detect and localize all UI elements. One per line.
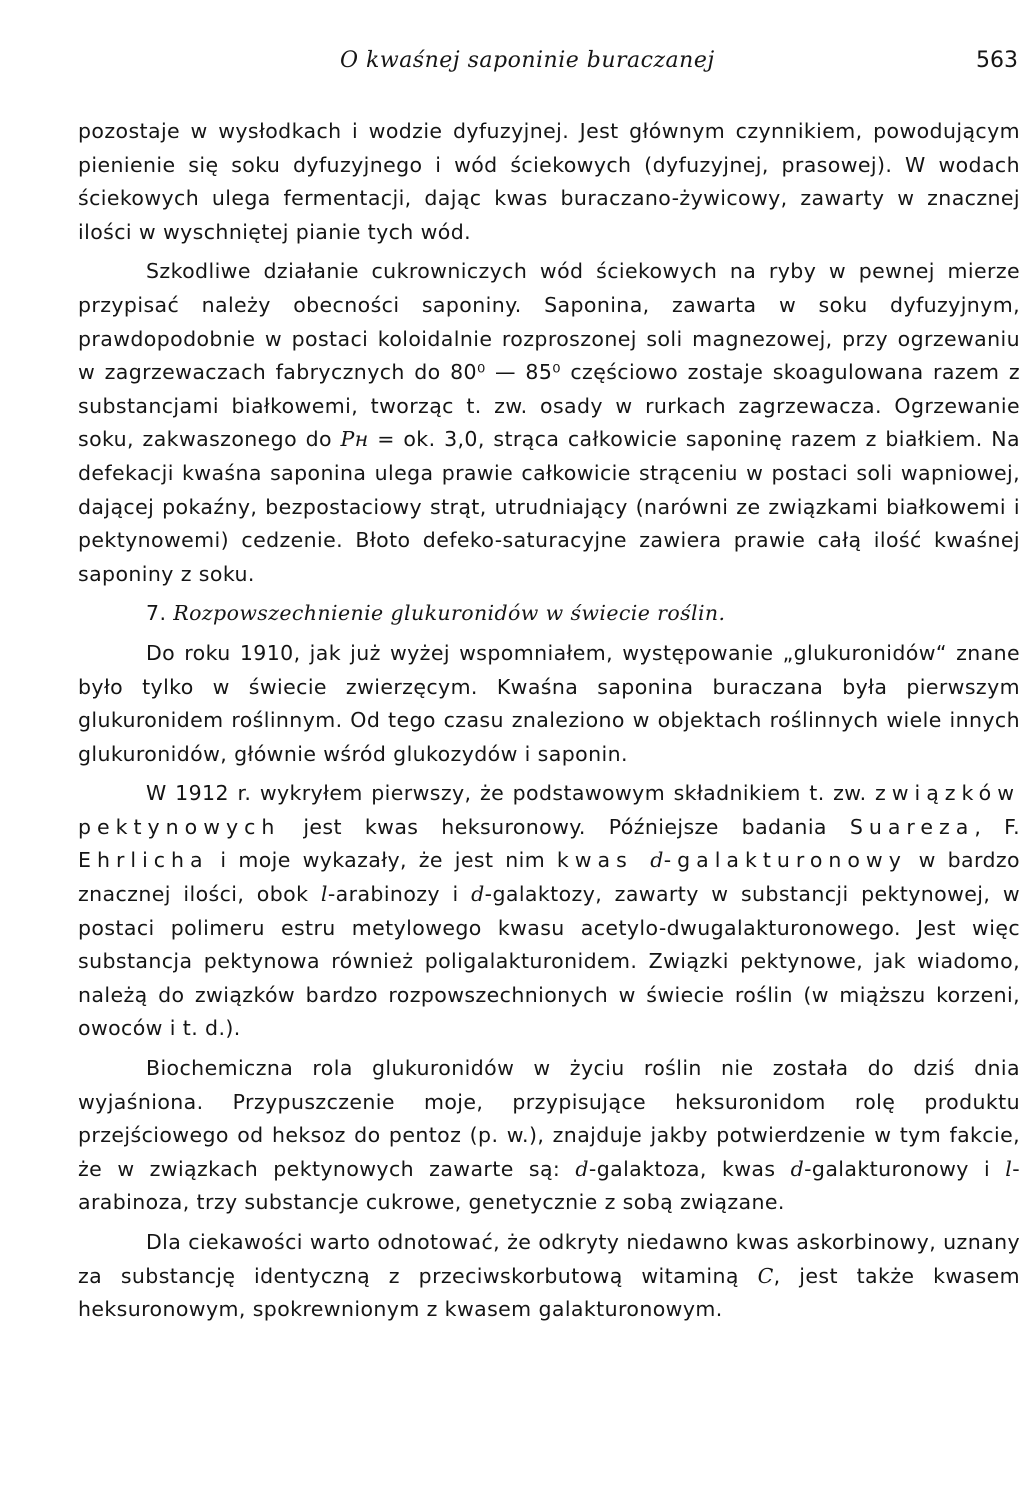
- vitamin-letter: C: [757, 1263, 774, 1288]
- ph-symbol: Pн: [340, 427, 369, 452]
- prefix-d: d: [650, 848, 664, 873]
- paragraph-2-part-b: = ok. 3,0, strąca całkowicie saponinę razem z białkiem. Na defekacji kwaśna saponina ulega prawie całkowicie strąceniu w postaci soli wapniowej, dającej pokaźny, bezpostaciowy strąt, utrudniający (narówni ze związkami białkowemi i pektynowemi) cedzenie. Błoto defeko-saturacyjne zawiera prawie całą ilość kwaśnej saponiny z soku.: [78, 427, 1020, 586]
- spaced-name-suareza: Suareza: [849, 814, 975, 839]
- paragraph-2: [78, 255, 1020, 591]
- paragraph-5-part-a: Biochemiczna rola glukuronidów w życiu roślin nie została do dziś dnia wyjaśniona. Przypuszczenie moje, przypisujące heksuronidom rolę produktu przejściowego od heksoz do pentoz (p. w.), znajduje jakby potwierdzenie w tym fakcie, że w związkach pektynowych zawarte są:: [78, 1056, 1020, 1181]
- paragraph-1: pozostaje w wysłodkach i wodzie dyfuzyjnej. Jest głównym czynnikiem, powodującym pienienie się soku dyfuzyjnego i wód ściekowych (dyfuzyjnej, prasowej). W wodach ściekowych ulega fermentacji, dając kwas buraczano-żywicowy, zawarty w znacznej ilości w wyschniętej pianie tych wód.: [78, 119, 1020, 244]
- paragraph-6-part-a: Dla ciekawości warto odnotować, że odkryty niedawno kwas askorbinowy, uznany za substancję identyczną z przeciwskorbutową witaminą: [78, 1230, 1020, 1288]
- prefix-d: d: [471, 882, 485, 907]
- spaced-term-kwas: kwas: [556, 848, 651, 873]
- page-number: 563: [976, 48, 1018, 73]
- prefix-d: d: [575, 1156, 589, 1181]
- prefix-d: d: [790, 1156, 805, 1181]
- paragraph-4-part-e: w bardzo znacznej ilości, obok: [78, 848, 1020, 907]
- paragraph-4: [78, 777, 1020, 1046]
- paragraph-4-part-c: , F.: [974, 814, 1020, 839]
- running-title: O kwaśnej saponinie buraczanej: [340, 48, 715, 73]
- paragraph-5-part-c: -galakturonowy i: [804, 1156, 1006, 1181]
- paragraph-5: [78, 1052, 1020, 1220]
- spaced-name-ehrlicha: Ehrlicha: [78, 848, 209, 873]
- paragraph-6-part-b: , jest także kwasem heksuronowym, spokrewnionym z kwasem galakturonowym.: [78, 1263, 1020, 1322]
- paragraph-4-part-g: -galaktozy, zawarty w substancji pektynowej, w postaci polimeru estru metylowego kwasu acetylo-dwugalakturonowego. Jest więc substancja pektynowa również poligalakturonidem. Związki pektynowe, jak wiadomo, należą do związków bardzo rozpowszechnionych w świecie roślin (w miąższu korzeni, owoców i t. d.).: [78, 882, 1020, 1041]
- section-number: 7.: [146, 601, 167, 626]
- paragraph-4-part-f: -arabinozy i: [327, 882, 472, 907]
- paragraph-2-part-a: Szkodliwe działanie cukrowniczych wód ściekowych na ryby w pewnej mierze przypisać należy obecności saponiny. Saponina, zawarta w soku dyfuzyjnym, prawdopodobnie w postaci koloidalnie rozproszonej soli magnezowej, przy ogrzewaniu w zagrzewaczach fabrycznych do 80⁰ — 85⁰ częściowo zostaje skoagulowana razem z substancjami białkowemi, tworząc t. zw. osady w rurkach zagrzewacza. Ogrzewanie soku, zakwaszonego do: [78, 259, 1020, 452]
- paragraph-4-part-d: i moje wykazały, że jest nim: [208, 848, 557, 873]
- paragraph-6: [78, 1226, 1020, 1327]
- section-heading: [78, 597, 1020, 631]
- paragraph-5-part-b: -galaktoza, kwas: [588, 1156, 791, 1181]
- section-title: Rozpowszechnienie glukuronidów w świecie roślin.: [173, 601, 726, 626]
- paragraph-3: Do roku 1910, jak już wyżej wspomniałem, występowanie „glukuronidów“ znane było tylko w świecie zwierzęcym. Kwaśna saponina buraczana była pierwszym glukuronidem roślinnym. Od tego czasu znaleziono w objektach roślinnych wiele innych glukuronidów, głównie wśród glukozydów i saponin.: [78, 640, 1020, 766]
- spaced-term-zwiazkow-pektynowych: związków pektynowych: [78, 781, 1020, 839]
- page-header: [0, 48, 1024, 78]
- prefix-l: l: [1005, 1156, 1013, 1181]
- prefix-l: l: [320, 882, 328, 907]
- spaced-term-galakturonowy: -galakturonowy: [663, 848, 907, 873]
- paragraph-5-part-d: -arabinoza, trzy substancje cukrowe, genetycznie z sobą związane.: [78, 1156, 1020, 1215]
- page-body: [78, 115, 1020, 1333]
- paragraph-4-part-b: jest kwas heksuronowy. Późniejsze badania: [280, 814, 850, 839]
- paragraph-4-part-a: W 1912 r. wykryłem pierwszy, że podstawowym składnikiem t. zw.: [146, 781, 875, 806]
